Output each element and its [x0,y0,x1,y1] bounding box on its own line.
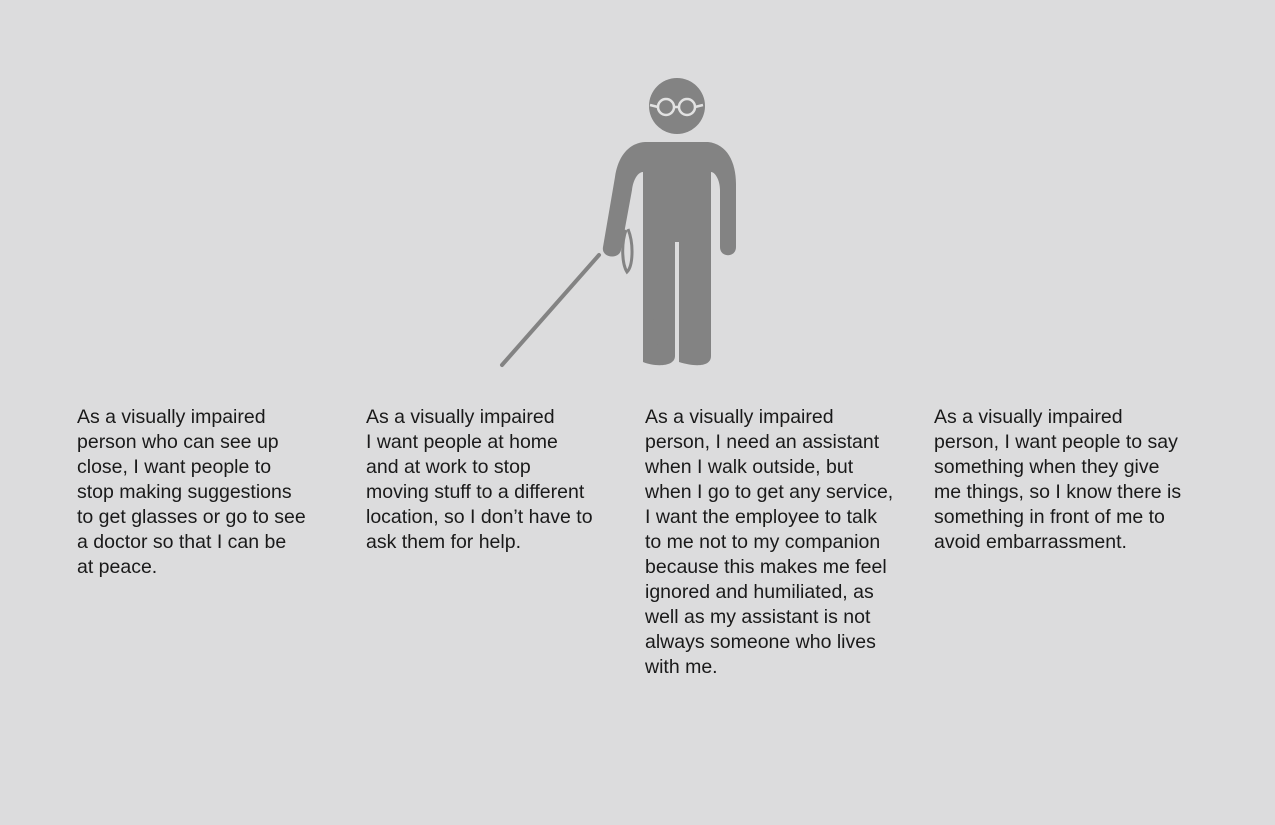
user-statement-1: As a visually impaired person who can see up close, I want people to stop making suggestions to get glasses or go to see a doctor so that I can be at peace. [77,406,306,578]
white-cane-icon [502,255,599,365]
user-statements [0,405,1275,705]
user-statement-3: As a visually impaired person, I need an assistant when I walk outside, but when I go to get any service, I want the employee to talk to me not to my companion because this makes me feel ignored and humiliated, as well as my assistant is not always someone who lives with me. [645,406,894,678]
cane-strap-icon [623,229,632,272]
user-statement-2: As a visually impaired I want people at home and at work to stop moving stuff to a different location, so I don’t have to ask them for help. [366,406,593,553]
user-statement-4: As a visually impaired person, I want people to say something when they give me things, so I know there is something in front of me to avoid embarrassment. [934,406,1182,553]
right-leg-icon [679,237,711,365]
visually-impaired-person-icon [495,72,745,372]
visually-impaired-person-illustration [495,72,745,372]
